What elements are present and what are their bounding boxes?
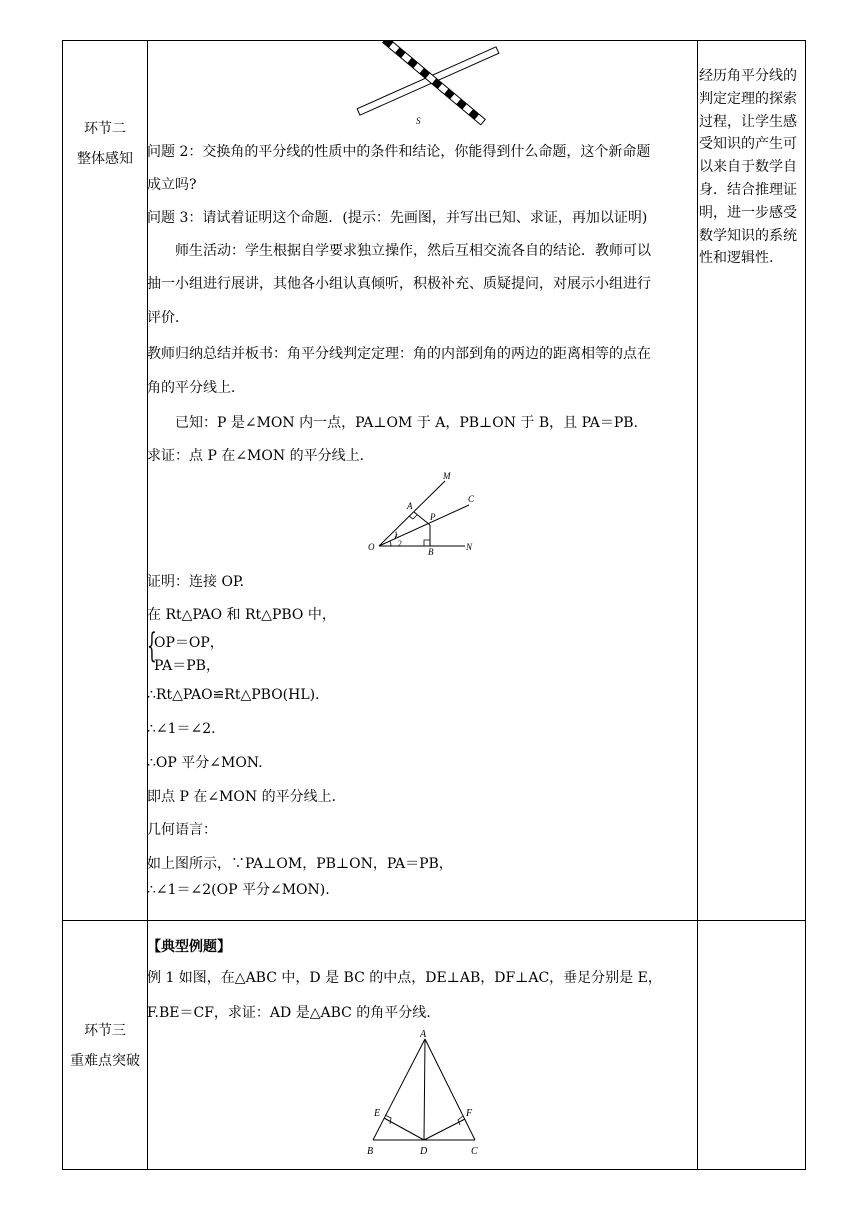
example-line-2: F.BE＝CF，求证：AD 是△ABC 的角平分线. — [147, 1005, 431, 1021]
proof-step-4: 即点 P 在∠MON 的平分线上． — [147, 789, 346, 805]
brace: { — [147, 626, 157, 666]
stage-title: 重难点突破 — [70, 1053, 140, 1069]
brace-line-1: OP＝OP， — [154, 635, 224, 651]
label-c: C — [468, 494, 475, 504]
proof-step-1: ∴Rt△PAO≌Rt△PBO(HL)． — [147, 687, 330, 703]
proof-step-2: ∴∠1＝∠2. — [147, 721, 216, 737]
activity-line-3: 评价． — [147, 310, 189, 326]
label-n: N — [466, 542, 473, 552]
label-angle-2: 2 — [398, 539, 402, 548]
summary-line-2: 角的平分线上． — [147, 380, 245, 396]
question-2-line-1: 问题 2：交换角的平分线的性质中的条件和结论，你能得到什么命题，这个新命题 — [147, 144, 651, 160]
given-statement: 已知：P 是∠MON 内一点，PA⊥OM 于 A，PB⊥ON 于 B，且 PA＝PB. — [175, 415, 638, 431]
activity-line-2: 抽一小组进行展讲，其他各小组认真倾听，积极补充、质疑提问，对展示小组进行 — [147, 276, 651, 292]
section-heading: 【典型例题】 — [147, 939, 231, 955]
geometry-language-line-2: ∴∠1＝∠2(OP 平分∠MON). — [147, 882, 330, 898]
triangle-figure — [359, 1029, 491, 1161]
brace-line-2: PA＝PB， — [154, 658, 220, 674]
lesson-table — [62, 40, 806, 1170]
design-intent-note: 经历角平分线的判定定理的探索过程，让学生感受知识的产生可以来自于数学自身．结合推理证明，进一步感受数学知识的系统性和逻辑性. — [699, 68, 797, 267]
label-a: A — [407, 501, 413, 511]
geometry-language-line-1: 如上图所示，∵PA⊥OM，PB⊥ON，PA＝PB， — [147, 856, 453, 872]
label-m: M — [443, 471, 451, 481]
label-b: B — [367, 1146, 374, 1157]
proof-start: 证明：连接 OP. — [147, 574, 244, 590]
label-f: F — [466, 1108, 473, 1119]
example-line-1: 例 1 如图，在△ABC 中，D 是 BC 的中点，DE⊥AB，DF⊥AC，垂足分别是 E， — [147, 970, 662, 986]
question-3: 问题 3：请试着证明这个命题．(提示：先画图，并写出已知、求证，再加以证明) — [147, 210, 648, 226]
stage-label: 环节二 — [84, 121, 126, 137]
crossed-rulers-figure — [348, 41, 508, 131]
label-p: P — [430, 512, 436, 522]
stage-title: 整体感知 — [77, 151, 133, 167]
stage-label: 环节三 — [84, 1023, 126, 1039]
figure-label: S — [416, 116, 421, 126]
label-d: D — [420, 1146, 428, 1157]
summary-line-1: 教师归纳总结并板书：角平分线判定定理：角的内部到角的两边的距离相等的点在 — [147, 346, 651, 362]
proof-context: 在 Rt△PAO 和 Rt△PBO 中， — [147, 607, 336, 623]
activity-line-1: 师生活动：学生根据自学要求独立操作，然后互相交流各自的结论．教师可以 — [175, 243, 651, 259]
column-divider — [697, 41, 698, 1169]
question-2-line-2: 成立吗? — [147, 177, 197, 193]
label-e: E — [374, 1108, 381, 1119]
label-o: O — [368, 542, 375, 552]
label-c: C — [471, 1146, 478, 1157]
geometry-language-title: 几何语言： — [147, 822, 217, 838]
label-angle-1: 1 — [394, 530, 398, 539]
label-a: A — [420, 1029, 427, 1040]
label-b: B — [428, 547, 434, 555]
angle-bisector-figure — [359, 469, 489, 555]
proof-step-3: ∴OP 平分∠MON. — [147, 755, 263, 771]
prove-statement: 求证：点 P 在∠MON 的平分线上． — [147, 448, 374, 464]
row-divider — [63, 920, 805, 921]
